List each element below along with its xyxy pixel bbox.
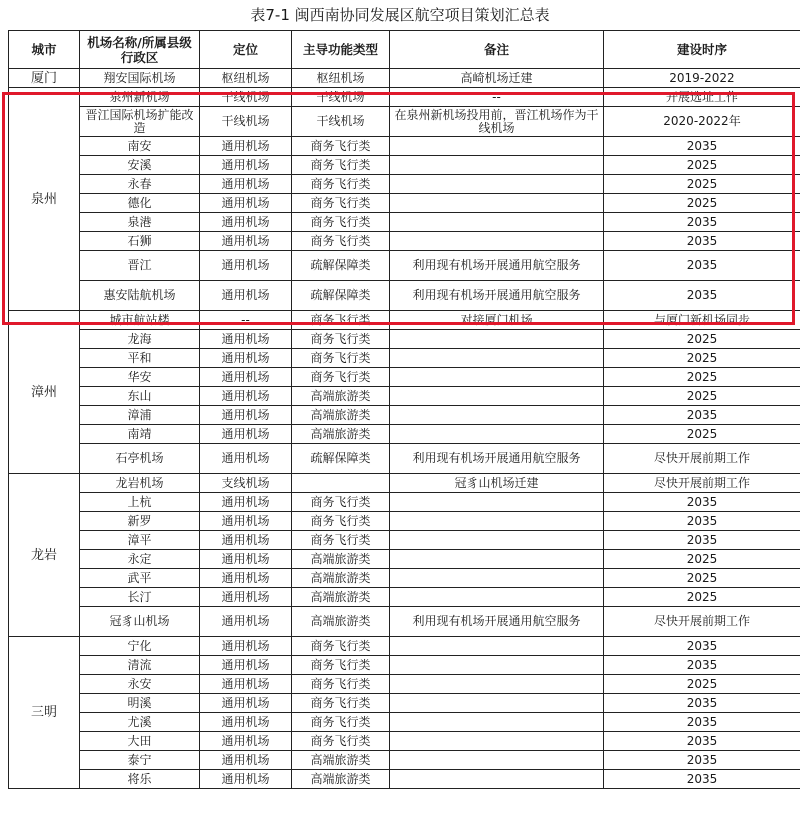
header-row <box>9 31 800 69</box>
function-type-cell: 高端旅游类 <box>292 588 390 607</box>
function-type-cell: 高端旅游类 <box>292 751 390 770</box>
note-cell <box>390 531 604 550</box>
airport-name-cell: 东山 <box>80 387 200 406</box>
table-row <box>9 607 800 637</box>
schedule-cell: 2035 <box>604 406 800 425</box>
table-row <box>9 175 800 194</box>
note-cell <box>390 330 604 349</box>
position-cell: 通用机场 <box>200 232 292 251</box>
note-cell <box>390 156 604 175</box>
position-cell: 通用机场 <box>200 607 292 637</box>
airport-name-cell: 龙岩机场 <box>80 474 200 493</box>
schedule-cell: 2035 <box>604 213 800 232</box>
schedule-cell: 2035 <box>604 137 800 156</box>
city-cell: 厦门 <box>9 69 80 88</box>
note-cell <box>390 713 604 732</box>
note-cell: 高崎机场迁建 <box>390 69 604 88</box>
function-type-cell: 高端旅游类 <box>292 569 390 588</box>
schedule-cell: 2025 <box>604 349 800 368</box>
note-cell <box>390 368 604 387</box>
airport-name-cell: 明溪 <box>80 694 200 713</box>
position-cell: 通用机场 <box>200 588 292 607</box>
position-cell: 通用机场 <box>200 213 292 232</box>
header-city: 城市 <box>9 31 80 69</box>
function-type-cell: 商务飞行类 <box>292 311 390 330</box>
table-row <box>9 251 800 281</box>
function-type-cell: 商务飞行类 <box>292 713 390 732</box>
note-cell <box>390 770 604 789</box>
airport-name-cell: 石狮 <box>80 232 200 251</box>
function-type-cell: 商务飞行类 <box>292 637 390 656</box>
function-type-cell: 商务飞行类 <box>292 175 390 194</box>
function-type-cell: 干线机场 <box>292 88 390 107</box>
note-cell: 在泉州新机场投用前，晋江机场作为干线机场 <box>390 107 604 137</box>
note-cell: 冠豸山机场迁建 <box>390 474 604 493</box>
function-type-cell: 商务飞行类 <box>292 732 390 751</box>
position-cell: 通用机场 <box>200 194 292 213</box>
position-cell: 通用机场 <box>200 349 292 368</box>
schedule-cell: 2019-2022 <box>604 69 800 88</box>
header-schedule: 建设时序 <box>604 31 800 69</box>
airport-name-cell: 将乐 <box>80 770 200 789</box>
airport-name-cell: 平和 <box>80 349 200 368</box>
airport-name-cell: 尤溪 <box>80 713 200 732</box>
note-cell <box>390 349 604 368</box>
position-cell: 干线机场 <box>200 88 292 107</box>
function-type-cell: 高端旅游类 <box>292 406 390 425</box>
position-cell: 通用机场 <box>200 550 292 569</box>
position-cell: 通用机场 <box>200 368 292 387</box>
schedule-cell: 尽快开展前期工作 <box>604 444 800 474</box>
airport-name-cell: 武平 <box>80 569 200 588</box>
position-cell: 通用机场 <box>200 137 292 156</box>
position-cell: 通用机场 <box>200 330 292 349</box>
schedule-cell: 尽快开展前期工作 <box>604 607 800 637</box>
table-row <box>9 349 800 368</box>
position-cell: 支线机场 <box>200 474 292 493</box>
function-type-cell: 高端旅游类 <box>292 425 390 444</box>
position-cell: 通用机场 <box>200 406 292 425</box>
airport-name-cell: 漳浦 <box>80 406 200 425</box>
schedule-cell: 2035 <box>604 713 800 732</box>
note-cell <box>390 512 604 531</box>
note-cell: 利用现有机场开展通用航空服务 <box>390 607 604 637</box>
airport-name-cell: 龙海 <box>80 330 200 349</box>
schedule-cell: 2025 <box>604 588 800 607</box>
schedule-cell: 2025 <box>604 569 800 588</box>
table-row <box>9 330 800 349</box>
note-cell <box>390 425 604 444</box>
function-type-cell: 疏解保障类 <box>292 251 390 281</box>
note-cell <box>390 493 604 512</box>
note-cell <box>390 137 604 156</box>
position-cell: 通用机场 <box>200 387 292 406</box>
table-row <box>9 444 800 474</box>
airport-name-cell: 晋江国际机场扩能改造 <box>80 107 200 137</box>
schedule-cell: 与厦门新机场同步 <box>604 311 800 330</box>
note-cell <box>390 550 604 569</box>
header-airport-name: 机场名称/所属县级行政区 <box>80 31 200 69</box>
position-cell: 通用机场 <box>200 637 292 656</box>
table-row <box>9 588 800 607</box>
airport-name-cell: 大田 <box>80 732 200 751</box>
function-type-cell: 高端旅游类 <box>292 607 390 637</box>
position-cell: 通用机场 <box>200 512 292 531</box>
table-row <box>9 425 800 444</box>
airport-name-cell: 清流 <box>80 656 200 675</box>
note-cell <box>390 569 604 588</box>
airport-name-cell: 翔安国际机场 <box>80 69 200 88</box>
schedule-cell: 2035 <box>604 751 800 770</box>
position-cell: 枢纽机场 <box>200 69 292 88</box>
function-type-cell: 疏解保障类 <box>292 281 390 311</box>
airport-name-cell: 泰宁 <box>80 751 200 770</box>
position-cell: 通用机场 <box>200 569 292 588</box>
airport-name-cell: 永定 <box>80 550 200 569</box>
table-row <box>9 512 800 531</box>
table-row <box>9 156 800 175</box>
table-row <box>9 675 800 694</box>
note-cell: 利用现有机场开展通用航空服务 <box>390 251 604 281</box>
schedule-cell: 2025 <box>604 156 800 175</box>
position-cell: 通用机场 <box>200 156 292 175</box>
position-cell: 通用机场 <box>200 493 292 512</box>
function-type-cell: 高端旅游类 <box>292 770 390 789</box>
function-type-cell: 商务飞行类 <box>292 213 390 232</box>
airport-name-cell: 永安 <box>80 675 200 694</box>
airport-name-cell: 新罗 <box>80 512 200 531</box>
note-cell: -- <box>390 88 604 107</box>
function-type-cell: 高端旅游类 <box>292 550 390 569</box>
city-cell: 三明 <box>9 637 80 789</box>
function-type-cell: 商务飞行类 <box>292 694 390 713</box>
position-cell: 通用机场 <box>200 656 292 675</box>
position-cell: 通用机场 <box>200 694 292 713</box>
function-type-cell: 商务飞行类 <box>292 493 390 512</box>
function-type-cell: 商务飞行类 <box>292 368 390 387</box>
position-cell: 通用机场 <box>200 675 292 694</box>
table-row <box>9 493 800 512</box>
table-row <box>9 88 800 107</box>
position-cell: 通用机场 <box>200 713 292 732</box>
position-cell: -- <box>200 311 292 330</box>
function-type-cell: 高端旅游类 <box>292 387 390 406</box>
note-cell <box>390 732 604 751</box>
note-cell: 对接厦门机场 <box>390 311 604 330</box>
table-title: 表7-1 闽西南协同发展区航空项目策划汇总表 <box>250 6 550 24</box>
airport-name-cell: 南靖 <box>80 425 200 444</box>
position-cell: 干线机场 <box>200 107 292 137</box>
schedule-cell: 2035 <box>604 251 800 281</box>
table-row <box>9 311 800 330</box>
table-row <box>9 232 800 251</box>
table-row <box>9 694 800 713</box>
schedule-cell: 2035 <box>604 531 800 550</box>
airport-name-cell: 石亭机场 <box>80 444 200 474</box>
note-cell <box>390 637 604 656</box>
function-type-cell: 商务飞行类 <box>292 330 390 349</box>
table-row <box>9 213 800 232</box>
schedule-cell: 尽快开展前期工作 <box>604 474 800 493</box>
table-row <box>9 137 800 156</box>
schedule-cell: 2035 <box>604 637 800 656</box>
function-type-cell: 干线机场 <box>292 107 390 137</box>
note-cell <box>390 387 604 406</box>
function-type-cell: 商务飞行类 <box>292 137 390 156</box>
note-cell <box>390 232 604 251</box>
table-row <box>9 387 800 406</box>
schedule-cell: 2025 <box>604 675 800 694</box>
table-row <box>9 69 800 88</box>
table-row <box>9 531 800 550</box>
note-cell <box>390 751 604 770</box>
position-cell: 通用机场 <box>200 281 292 311</box>
note-cell <box>390 213 604 232</box>
airport-name-cell: 宁化 <box>80 637 200 656</box>
airport-name-cell: 华安 <box>80 368 200 387</box>
function-type-cell: 商务飞行类 <box>292 232 390 251</box>
header-function-type: 主导功能类型 <box>292 31 390 69</box>
schedule-cell: 2035 <box>604 732 800 751</box>
city-cell: 漳州 <box>9 311 80 474</box>
city-cell: 龙岩 <box>9 474 80 637</box>
airport-name-cell: 晋江 <box>80 251 200 281</box>
schedule-cell: 2025 <box>604 550 800 569</box>
schedule-cell: 2035 <box>604 512 800 531</box>
function-type-cell: 商务飞行类 <box>292 531 390 550</box>
note-cell <box>390 656 604 675</box>
function-type-cell: 商务飞行类 <box>292 349 390 368</box>
schedule-cell: 开展选址工作 <box>604 88 800 107</box>
position-cell: 通用机场 <box>200 175 292 194</box>
header-note: 备注 <box>390 31 604 69</box>
table-row <box>9 107 800 137</box>
airport-name-cell: 长汀 <box>80 588 200 607</box>
schedule-cell: 2035 <box>604 281 800 311</box>
position-cell: 通用机场 <box>200 444 292 474</box>
table-row <box>9 569 800 588</box>
header-position: 定位 <box>200 31 292 69</box>
table-row <box>9 751 800 770</box>
note-cell: 利用现有机场开展通用航空服务 <box>390 444 604 474</box>
note-cell <box>390 175 604 194</box>
table-row <box>9 474 800 493</box>
position-cell: 通用机场 <box>200 425 292 444</box>
table-row <box>9 368 800 387</box>
airport-name-cell: 泉港 <box>80 213 200 232</box>
function-type-cell: 商务飞行类 <box>292 194 390 213</box>
table-row <box>9 406 800 425</box>
table-row <box>9 656 800 675</box>
position-cell: 通用机场 <box>200 751 292 770</box>
airport-name-cell: 冠豸山机场 <box>80 607 200 637</box>
table-body <box>9 69 800 789</box>
table-row <box>9 194 800 213</box>
note-cell <box>390 406 604 425</box>
note-cell <box>390 194 604 213</box>
airport-name-cell: 永春 <box>80 175 200 194</box>
schedule-cell: 2025 <box>604 175 800 194</box>
function-type-cell: 商务飞行类 <box>292 156 390 175</box>
airport-name-cell: 南安 <box>80 137 200 156</box>
function-type-cell <box>292 474 390 493</box>
airport-name-cell: 惠安陆航机场 <box>80 281 200 311</box>
note-cell <box>390 588 604 607</box>
schedule-cell: 2025 <box>604 425 800 444</box>
table-row <box>9 732 800 751</box>
airport-name-cell: 安溪 <box>80 156 200 175</box>
schedule-cell: 2035 <box>604 694 800 713</box>
schedule-cell: 2025 <box>604 387 800 406</box>
table-row <box>9 281 800 311</box>
note-cell <box>390 675 604 694</box>
schedule-cell: 2035 <box>604 656 800 675</box>
function-type-cell: 疏解保障类 <box>292 444 390 474</box>
schedule-cell: 2020-2022年 <box>604 107 800 137</box>
table-row <box>9 713 800 732</box>
position-cell: 通用机场 <box>200 770 292 789</box>
note-cell: 利用现有机场开展通用航空服务 <box>390 281 604 311</box>
table-row <box>9 637 800 656</box>
function-type-cell: 枢纽机场 <box>292 69 390 88</box>
airport-name-cell: 漳平 <box>80 531 200 550</box>
airport-plan-table <box>8 30 800 789</box>
airport-name-cell: 城市航站楼 <box>80 311 200 330</box>
position-cell: 通用机场 <box>200 251 292 281</box>
table-row <box>9 550 800 569</box>
city-cell: 泉州 <box>9 88 80 311</box>
position-cell: 通用机场 <box>200 531 292 550</box>
note-cell <box>390 694 604 713</box>
table-row <box>9 770 800 789</box>
airport-name-cell: 泉州新机场 <box>80 88 200 107</box>
function-type-cell: 商务飞行类 <box>292 675 390 694</box>
schedule-cell: 2025 <box>604 368 800 387</box>
airport-name-cell: 德化 <box>80 194 200 213</box>
schedule-cell: 2025 <box>604 330 800 349</box>
schedule-cell: 2035 <box>604 770 800 789</box>
function-type-cell: 商务飞行类 <box>292 656 390 675</box>
schedule-cell: 2035 <box>604 232 800 251</box>
function-type-cell: 商务飞行类 <box>292 512 390 531</box>
schedule-cell: 2035 <box>604 493 800 512</box>
position-cell: 通用机场 <box>200 732 292 751</box>
airport-name-cell: 上杭 <box>80 493 200 512</box>
schedule-cell: 2025 <box>604 194 800 213</box>
